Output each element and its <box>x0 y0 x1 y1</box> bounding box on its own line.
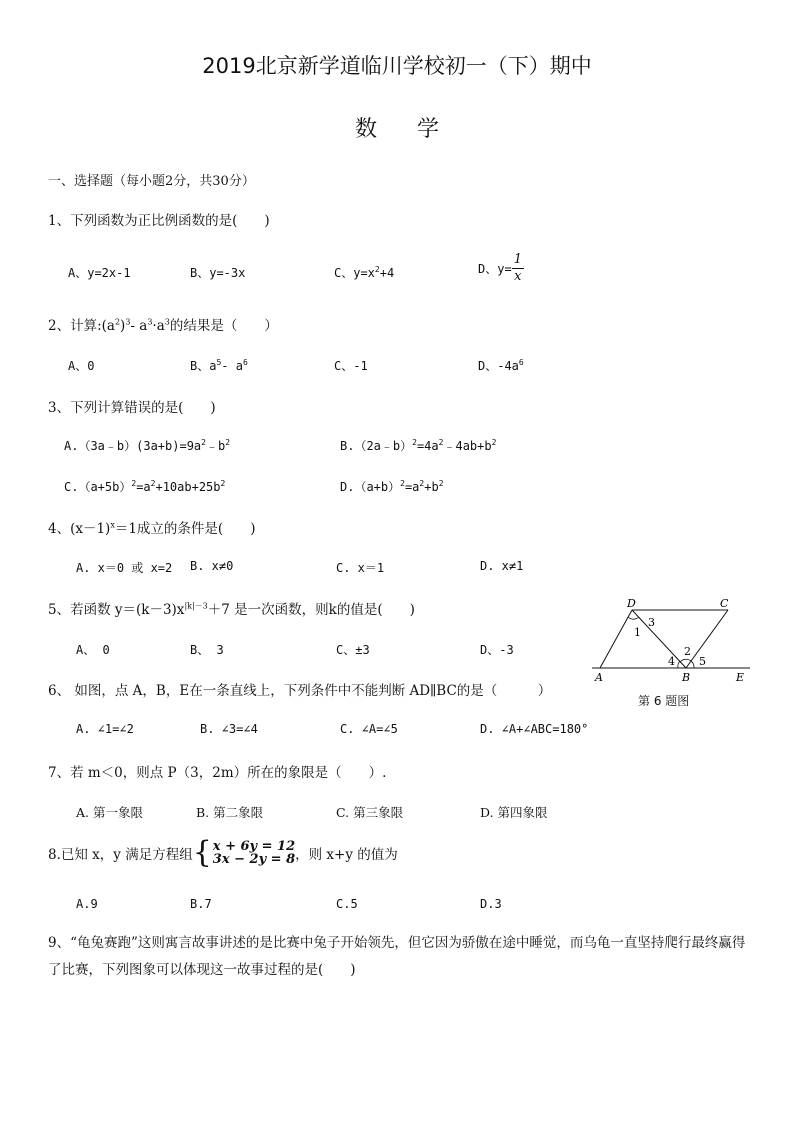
question-5: 5、若函数 $y=(k-3)x^{|k|-3}+7$ 是一次函数，则k的值是( ) <box>48 601 415 618</box>
q1-option-a: A、y=2x-1 <box>68 266 131 280</box>
line-ad <box>600 610 632 668</box>
question-7: 7、若 m＜0，则点 P（3，2m）所在的象限是（ ）. <box>48 765 387 781</box>
angle-arc-d <box>628 617 639 619</box>
q1-option-b: B、y=-3x <box>190 266 246 280</box>
section-heading: 一、选择题（每小题2分，共30分） <box>48 174 255 189</box>
question-9: 9、“龟兔赛跑”这则寓言故事讲述的是比赛中兔子开始领先，但它因为骄傲在途中睡觉，而乌龟一直坚持爬行最终赢得了比赛，下列图象可以体现这一故事过程的是( ) <box>48 935 746 978</box>
label-d: D <box>627 597 636 610</box>
label-b: B <box>682 671 691 684</box>
q8-option-d: D.3 <box>480 897 502 911</box>
label-a: A <box>595 671 603 684</box>
q7-option-b: B. 第二象限 <box>196 805 264 820</box>
q4-option-b: B. x≠0 <box>190 559 234 573</box>
question-6: 6、 如图，点 A，B，E在一条直线上，下列条件中不能判断 AD∥BC的是（ ） <box>48 683 552 699</box>
q2-option-c: C、-1 <box>334 359 368 373</box>
q8-option-b: B.7 <box>190 897 212 911</box>
subject-title: 数学 <box>354 117 479 142</box>
label-e: E <box>736 671 745 684</box>
line-db <box>632 610 686 668</box>
q7-option-a: A. 第一象限 <box>76 805 143 820</box>
q5-option-c: C、±3 <box>336 643 370 657</box>
q3-option-b: $B.(2a﹣b)^2=4a^2﹣4ab+b^2$ <box>340 438 497 453</box>
q4-option-c: C. x＝1 <box>336 561 385 575</box>
question-4: 4、$(x-1)^x=1$成立的条件是( ) <box>48 520 256 537</box>
angle-4-label: 4 <box>668 655 675 668</box>
label-c: C <box>720 597 729 610</box>
q2-option-d: D、$-4a^6$ <box>478 358 524 373</box>
line-bc <box>686 610 728 668</box>
q3-option-a: $A.(3a﹣b)(3a+b)=9a^2﹣b^2$ <box>64 438 231 453</box>
q4-option-d: D. x≠1 <box>480 559 524 573</box>
q2-option-b: B、$a^5-$ $a^6$ <box>190 358 248 373</box>
q8-option-a: A.9 <box>76 897 98 911</box>
fraction: $\frac{1}{x}$ <box>513 252 522 284</box>
question-3: 3、下列计算错误的是( ) <box>48 400 216 416</box>
q2-option-a: A、0 <box>68 359 95 373</box>
angle-5-label: 5 <box>699 655 706 668</box>
angle-3-label: 3 <box>648 616 655 629</box>
q6-option-c: C. ∠A=∠5 <box>340 722 398 736</box>
angle-1-label: 1 <box>634 626 641 639</box>
q8-option-c: C.5 <box>336 897 358 911</box>
figure-caption: 第 6 题图 <box>638 694 690 708</box>
q5-option-d: D、-3 <box>480 643 514 657</box>
q1-option-c: C、$y=x^2+4$ <box>334 265 395 280</box>
question-1: 1、下列函数为正比例函数的是( ) <box>48 213 270 229</box>
q6-option-b: B. ∠3=∠4 <box>200 722 258 736</box>
question-8: 8.已知 x，y 满足方程组 { x + 6y = 12 3x − 2y = 8 ，则 x+y 的值为 <box>48 835 398 870</box>
q4-option-a: A. x＝0 或 x=2 <box>76 561 173 575</box>
q1-option-d: D、y= $\frac{1}{x}$ <box>478 252 522 284</box>
angle-arc-b5 <box>691 661 694 668</box>
q3-option-c: $C.(a+5b)^2=a^2+10ab+25b^2$ <box>64 479 226 494</box>
angle-arc-b2 <box>680 659 691 662</box>
brace-symbol: { <box>192 835 212 870</box>
q5-option-b: B、 3 <box>190 643 224 657</box>
geometry-figure <box>590 596 760 706</box>
q6-option-a: A. ∠1=∠2 <box>76 722 134 736</box>
q5-option-a: A、 0 <box>76 643 110 657</box>
equation-system: { x + 6y = 12 3x − 2y = 8 <box>192 835 296 870</box>
q6-option-d: D. ∠A+∠ABC=180° <box>480 722 589 736</box>
q7-option-c: C. 第三象限 <box>336 805 404 820</box>
q3-option-d: $D.(a+b)^2=a^2+b^2$ <box>340 479 444 494</box>
angle-2-label: 2 <box>684 645 691 658</box>
question-2: 2、计算$:(a^2)^3-$ $a^3\cdot a^3$的结果是（ ） <box>48 317 278 334</box>
q7-option-d: D. 第四象限 <box>480 805 548 820</box>
page-title: 2019北京新学道临川学校初一（下）期中 <box>202 54 592 78</box>
angle-arc-b4 <box>678 661 680 668</box>
